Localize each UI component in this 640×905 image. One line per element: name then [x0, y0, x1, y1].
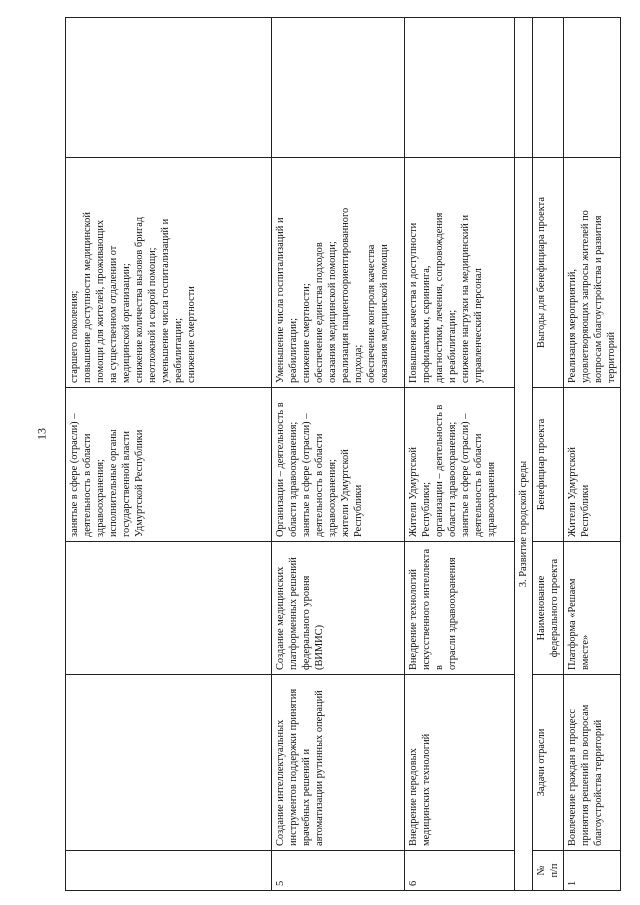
- cell-benefits: [405, 158, 515, 388]
- cell-benefits: [564, 158, 621, 388]
- table-row-5: [272, 18, 405, 891]
- text-line: Удмуртской Республики: [134, 429, 145, 537]
- table-row-1: [564, 18, 621, 891]
- header-row: [533, 18, 564, 891]
- cell-project: [66, 542, 272, 675]
- text-line: вопросам благоустройства и развития: [593, 215, 604, 383]
- section-title-row: [515, 18, 533, 891]
- section-title: 3. Развитие городской среды: [515, 158, 533, 891]
- cell-task: [272, 675, 405, 851]
- text-line: профилактики, скрининга,: [421, 265, 432, 383]
- text-line: отрасли здравоохранения: [447, 557, 458, 670]
- cell-num: [66, 851, 272, 891]
- text-line: платформенных решений: [288, 557, 299, 670]
- text-line: управленческий персонал: [473, 268, 484, 383]
- text-line: жители Удмуртской: [340, 449, 351, 537]
- header-task: Задачи отрасли: [533, 675, 564, 851]
- text-line: занятые в сфере (отрасли) –: [301, 413, 312, 537]
- text-line: п/п: [549, 863, 560, 878]
- text-line: старшего поколения;: [69, 290, 80, 383]
- rotated-page-area: [65, 18, 617, 891]
- text-line: диагностики, лечения, сопровождения: [434, 212, 445, 383]
- text-line: области здравоохранения;: [447, 421, 458, 537]
- text-line: федерального уровня: [301, 575, 312, 670]
- text-line: автоматизации рутинных операций: [314, 690, 325, 846]
- text-line: здравоохранения;: [95, 459, 106, 537]
- text-line: Наименование: [536, 575, 547, 641]
- text-line: и реабилитации;: [447, 309, 458, 383]
- text-line: реализация пациентоориентированного: [340, 207, 351, 383]
- header-benefits: Выгоды для бенефициара проекта: [533, 158, 564, 388]
- cell-num: 5: [272, 851, 405, 891]
- text-line: федерального проекта: [549, 558, 560, 658]
- text-line: деятельность в области: [82, 433, 93, 537]
- text-line: оказания медицинской помощи: [379, 244, 390, 383]
- text-line: Повышение качества и доступности: [408, 222, 419, 383]
- cell-task: [564, 675, 621, 851]
- cell-num: 1: [564, 851, 621, 891]
- text-line: организации – деятельность в: [434, 404, 445, 537]
- text-line: обеспечение единства подходов: [314, 242, 325, 383]
- cell-task: [66, 675, 272, 851]
- cell-task: [405, 675, 515, 851]
- text-line: обеспечение контроля качества: [366, 244, 377, 383]
- cell-beneficiary: [272, 388, 405, 542]
- text-line: благоустройства территорий: [593, 719, 604, 846]
- cell-project: [405, 542, 515, 675]
- cell-beneficiary: [405, 388, 515, 542]
- text-line: на существенном отдалении от: [108, 245, 119, 383]
- text-line: врачебных решений и: [301, 748, 312, 846]
- text-line: Создание медицинских: [275, 566, 286, 670]
- text-line: повышение доступности медицинской: [82, 212, 93, 383]
- cell-benefits: [272, 158, 405, 388]
- text-line: Жители Удмуртской: [567, 447, 578, 537]
- table-row-6: [405, 18, 515, 891]
- text-line: территорий: [606, 331, 617, 383]
- text-line: медицинской организации;: [121, 263, 132, 383]
- text-line: исполнительные органы: [108, 429, 119, 537]
- text-line: Жители Удмуртской: [408, 447, 419, 537]
- cell-num: 6: [405, 851, 515, 891]
- text-line: здравоохранения: [486, 461, 497, 537]
- text-line: области здравоохранения;: [288, 421, 299, 537]
- text-line: Республики: [580, 484, 591, 537]
- projects-table: [65, 17, 621, 891]
- text-line: деятельность в области: [473, 433, 484, 537]
- landscape-table-container: [65, 18, 617, 891]
- text-line: подхода;: [353, 344, 364, 383]
- table-row-continuation: [66, 18, 272, 891]
- text-line: (ВИМИС): [314, 624, 325, 670]
- text-line: реабилитации;: [173, 318, 184, 383]
- text-line: искусственного интеллекта в: [421, 548, 445, 670]
- text-line: №: [536, 865, 547, 876]
- text-line: Создание интеллектуальных: [275, 719, 286, 846]
- cell-empty: [564, 18, 621, 158]
- text-line: реабилитации;: [288, 318, 299, 383]
- text-line: неотложной и скорой помощи;: [147, 247, 158, 383]
- text-line: Уменьшение числа госпитализаций и: [275, 217, 286, 383]
- header-beneficiary: Бенефициар проекта: [533, 388, 564, 542]
- text-line: удовлетворяющих запросы жителей по: [580, 210, 591, 383]
- cell-beneficiary: [66, 388, 272, 542]
- text-line: Республики: [353, 484, 364, 537]
- text-line: занятые в сфере (отрасли) –: [69, 413, 80, 537]
- text-line: здравоохранения;: [327, 459, 338, 537]
- cell-empty: [515, 18, 533, 158]
- text-line: снижение нагрузки на медицинский и: [460, 214, 471, 383]
- cell-project: [272, 542, 405, 675]
- text-line: Республики;: [421, 481, 432, 537]
- text-line: занятые в сфере (отрасли) –: [460, 413, 471, 537]
- text-line: снижение смертности: [186, 286, 197, 383]
- text-line: инструментов поддержки принятия: [288, 688, 299, 846]
- text-line: деятельность в области: [314, 433, 325, 537]
- header-project: [533, 542, 564, 675]
- cell-empty: [66, 18, 272, 158]
- cell-empty: [533, 18, 564, 158]
- cell-benefits: [66, 158, 272, 388]
- header-num: [533, 851, 564, 891]
- text-line: Организации – деятельность в: [275, 402, 286, 537]
- text-line: Реализация мероприятий,: [567, 269, 578, 383]
- page-number: 13: [34, 428, 49, 440]
- cell-beneficiary: [564, 388, 621, 542]
- text-line: снижение смертности;: [301, 283, 312, 383]
- text-line: Вовлечение граждан в процесс: [567, 708, 578, 846]
- text-line: медицинских технологий: [421, 733, 432, 846]
- text-line: оказания медицинской помощи;: [327, 241, 338, 383]
- text-line: принятия решений по вопросам: [580, 704, 591, 846]
- text-line: Внедрение передовых: [408, 748, 419, 846]
- cell-project: Платформа «Решаем вместе»: [564, 542, 621, 675]
- text-line: снижение количества вызовов бригад: [134, 216, 145, 383]
- text-line: Внедрение технологий: [408, 569, 419, 670]
- cell-empty: [272, 18, 405, 158]
- cell-empty: [405, 18, 515, 158]
- text-line: помощи для жителей, проживающих: [95, 219, 106, 383]
- text-line: государственной власти: [121, 431, 132, 537]
- text-line: уменьшение числа госпитализаций и: [160, 218, 171, 383]
